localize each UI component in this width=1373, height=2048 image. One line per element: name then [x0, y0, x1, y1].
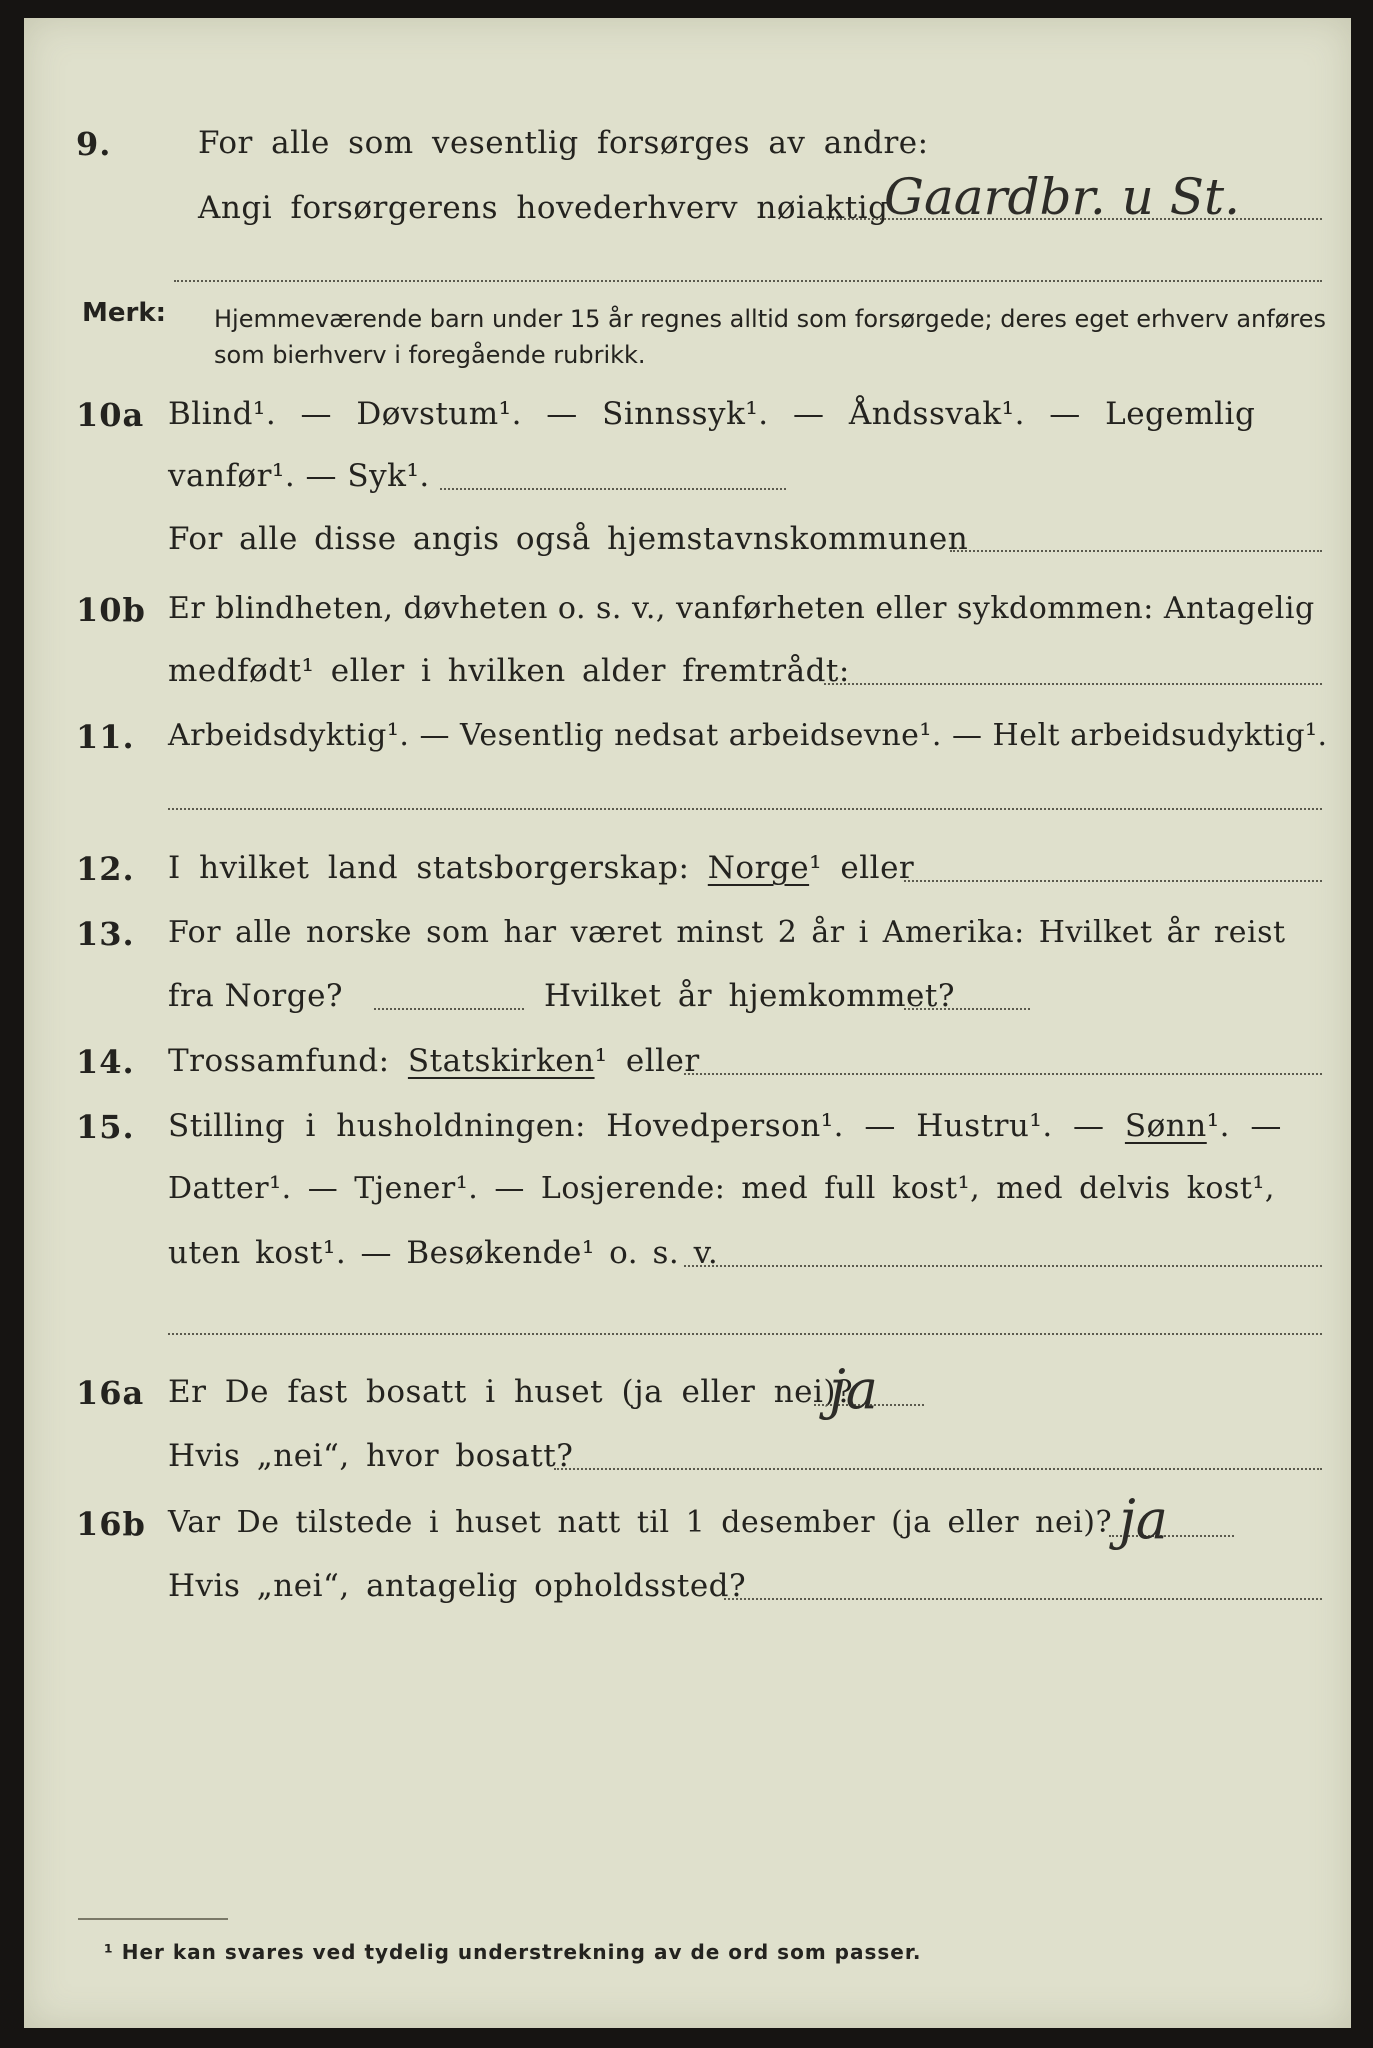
q10a-line3: For alle disse angis også hjemstavnskommunen — [168, 521, 969, 557]
q13-line2b: Hvilket år hjemkommet? — [544, 978, 955, 1014]
q16b-line2: Hvis „nei“, antagelig opholdssted? — [168, 1568, 747, 1604]
q14-number: 14. — [76, 1043, 135, 1081]
q13-line1: For alle norske som har været minst 2 år i Amerika: Hvilket år reist — [168, 915, 1286, 950]
q13-line2a: fra Norge? — [168, 978, 344, 1014]
q15-extra-line — [168, 1333, 1322, 1335]
q15-number: 15. — [76, 1108, 135, 1146]
q16b-opholdssted-line — [724, 1598, 1322, 1600]
q15-line1-prefix: Stilling i husholdningen: Hovedperson¹. — Hustru¹. — — [168, 1108, 1105, 1144]
q11-answer-line — [168, 808, 1322, 810]
q13-number: 13. — [76, 915, 135, 953]
q15-answer-line — [684, 1265, 1322, 1267]
q10a-line1: Blind¹. — Døvstum¹. — Sinnssyk¹. — Åndssvak¹. — Legemlig — [168, 396, 1256, 432]
q16b-number: 16b — [76, 1505, 146, 1543]
q16a-line2: Hvis „nei“, hvor bosatt? — [168, 1438, 574, 1474]
q12-number: 12. — [76, 850, 135, 888]
q16a-number: 16a — [76, 1374, 145, 1412]
merk-label: Merk: — [82, 298, 167, 328]
q13-reist-line — [374, 1008, 524, 1010]
q15-underlined-answer: Sønn — [1124, 1108, 1207, 1144]
q13-hjemkommet-line — [904, 1008, 1030, 1010]
q9-number: 9. — [76, 125, 112, 163]
q10a-number: 10a — [76, 396, 145, 434]
q12-line — [168, 850, 914, 886]
q16b-line1: Var De tilstede i huset natt til 1 desember (ja eller nei)? — [168, 1505, 1113, 1540]
q10b-line2: medfødt¹ eller i hvilken alder fremtrådt: — [168, 653, 850, 689]
footnote-rule — [78, 1918, 228, 1920]
q10a-syk-line — [440, 488, 786, 490]
footnote: ¹ Her kan svares ved tydelig understrekning av de ord som passer. — [104, 1940, 922, 1964]
q15-line1-suffix: ¹. — — [1206, 1108, 1282, 1144]
q16a-handwritten-answer: ja — [829, 1358, 878, 1421]
q9-question-line2: Angi forsørgerens hovederhverv nøiaktig — [198, 190, 889, 226]
q10a-hjemstavn-line — [950, 550, 1322, 552]
q10a-line2: vanfør¹. — Syk¹. — [168, 458, 430, 494]
q10b-answer-line — [824, 683, 1322, 685]
q12-answer-line — [904, 880, 1322, 882]
census-form-page — [24, 18, 1351, 2028]
q14-suffix: ¹ eller — [594, 1043, 700, 1079]
q16b-handwritten-answer: ja — [1119, 1488, 1168, 1551]
q11-line1: Arbeidsdyktig¹. — Vesentlig nedsat arbeidsevne¹. — Helt arbeidsudyktig¹. — [168, 718, 1328, 753]
q15-line3: uten kost¹. — Besøkende¹ o. s. v. — [168, 1235, 719, 1271]
q14-underlined-answer: Statskirken — [407, 1043, 595, 1079]
q16a-line1: Er De fast bosatt i huset (ja eller nei)? — [168, 1374, 854, 1410]
q15-line1 — [168, 1108, 1282, 1144]
merk-note: Hjemmeværende barn under 15 år regnes alltid som forsørgede; deres eget erhverv anføres som bierhverv i foregående rubrikk. — [214, 305, 1327, 369]
q9-question-line1: For alle som vesentlig forsørges av andre: — [198, 125, 929, 161]
q16a-bosatt-line — [554, 1468, 1322, 1470]
q14-answer-line — [684, 1073, 1322, 1075]
q14-prefix: Trossamfund: — [168, 1043, 390, 1079]
q11-number: 11. — [76, 718, 135, 756]
q10b-number: 10b — [76, 591, 146, 629]
q12-prefix: I hvilket land statsborgerskap: — [168, 850, 690, 886]
q14-line — [168, 1043, 700, 1079]
q12-underlined-answer: Norge — [707, 850, 810, 886]
q9-extra-line — [174, 280, 1322, 282]
q9-handwritten-answer: Gaardbr. u St. — [884, 168, 1241, 226]
q10b-line1: Er blindheten, døvheten o. s. v., vanførheten eller sykdommen: Antagelig — [168, 591, 1315, 626]
q12-suffix: ¹ eller — [809, 850, 915, 886]
q15-line2: Datter¹. — Tjener¹. — Losjerende: med full kost¹, med delvis kost¹, — [168, 1171, 1275, 1206]
